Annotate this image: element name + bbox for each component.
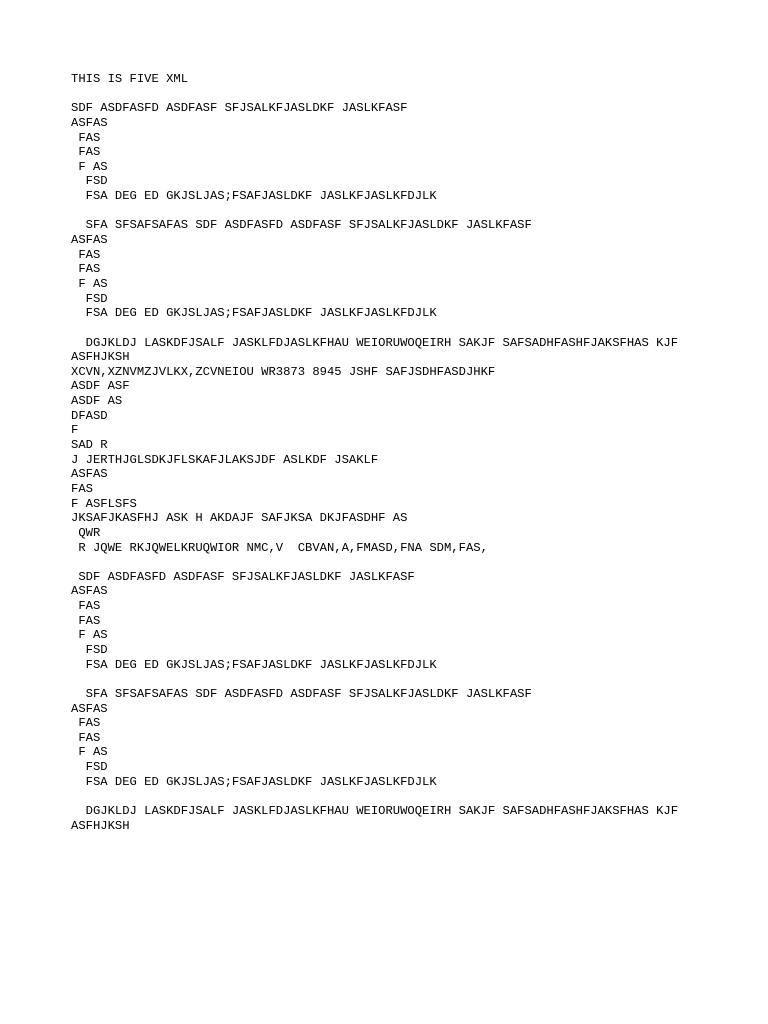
document-line: FAS: [71, 481, 93, 496]
document-line: FSA DEG ED GKJSLJAS;FSAFJASLDKF JASLKFJASLKFDJLK: [71, 657, 437, 672]
document-line: ASFAS: [71, 584, 108, 599]
document-line: DFASD: [71, 408, 108, 423]
document-line: F: [71, 423, 79, 438]
document-line: DGJKLDJ LASKDFJSALF JASKLFDJASLKFHAU WEIORUWOQEIRH SAKJF SAFSADHFASHFJAKSFHAS KJF: [71, 804, 679, 819]
document-line: ASFAS: [71, 115, 108, 130]
document-line: FSA DEG ED GKJSLJAS;FSAFJASLDKF JASLKFJASLKFDJLK: [71, 774, 437, 789]
document-line: SDF ASDFASFD ASDFASF SFJSALKFJASLDKF JASLKFASF: [71, 569, 415, 584]
document-line: [71, 204, 751, 219]
document-line: SFA SFSAFSAFAS SDF ASDFASFD ASDFASF SFJSALKFJASLDKF JASLKFASF: [71, 686, 532, 701]
document-line: F AS: [71, 628, 108, 643]
document-line: J JERTHJGLSDKJFLSKAFJLAKSJDF ASLKDF JSAKLF: [71, 452, 379, 467]
document-line: THIS IS FIVE XML: [71, 72, 189, 86]
document-line: FAS: [71, 262, 101, 277]
document-line: ASFAS: [71, 701, 108, 716]
document-line: XCVN,XZNVMZJVLKX,ZCVNEIOU WR3873 8945 JSHF SAFJSDHFASDJHKF: [71, 364, 496, 379]
document-line: FAS: [71, 130, 101, 145]
document-body: [71, 72, 751, 833]
document-line: ASDF ASF: [71, 379, 130, 394]
document-line: DGJKLDJ LASKDFJSALF JASKLFDJASLKFHAU WEIORUWOQEIRH SAKJF SAFSADHFASHFJAKSFHAS KJF: [71, 335, 679, 350]
document-line: ASFHJKSH: [71, 818, 130, 833]
document-line: [71, 555, 751, 570]
document-line: FAS: [71, 730, 101, 745]
document-line: FSA DEG ED GKJSLJAS;FSAFJASLDKF JASLKFJASLKFDJLK: [71, 306, 437, 321]
document-line: FAS: [71, 716, 101, 731]
document-line: FAS: [71, 613, 101, 628]
document-line: F AS: [71, 276, 108, 291]
document-line: F AS: [71, 745, 108, 760]
document-line: FSA DEG ED GKJSLJAS;FSAFJASLDKF JASLKFJASLKFDJLK: [71, 189, 437, 204]
document-line: FSD: [71, 760, 108, 775]
document-line: F ASFLSFS: [71, 496, 137, 511]
document-line: FSD: [71, 174, 108, 189]
document-line: SFA SFSAFSAFAS SDF ASDFASFD ASDFASF SFJSALKFJASLDKF JASLKFASF: [71, 218, 532, 233]
document-line: FSD: [71, 291, 108, 306]
document-line: FAS: [71, 145, 101, 160]
document-line: ASFAS: [71, 233, 108, 248]
document-line: ASDF AS: [71, 394, 123, 409]
document-line: [71, 672, 751, 687]
document-line: FAS: [71, 599, 101, 614]
document-line: F AS: [71, 159, 108, 174]
document-line: SDF ASDFASFD ASDFASF SFJSALKFJASLDKF JASLKFASF: [71, 101, 408, 116]
document-line: JKSAFJKASFHJ ASK H AKDAJF SAFJKSA DKJFASDHF AS: [71, 511, 408, 526]
document-line: SAD R: [71, 438, 108, 453]
document-line: [71, 789, 751, 804]
document-line: FSD: [71, 642, 108, 657]
document-line: QWR: [71, 525, 101, 540]
document-line: ASFAS: [71, 467, 108, 482]
document-line: [71, 87, 751, 102]
document-line: FAS: [71, 247, 101, 262]
document-line: ASFHJKSH: [71, 350, 130, 365]
document-line: R JQWE RKJQWELKRUQWIOR NMC,V CBVAN,A,FMASD,FNA SDM,FAS,: [71, 540, 488, 555]
document-line: [71, 321, 751, 336]
